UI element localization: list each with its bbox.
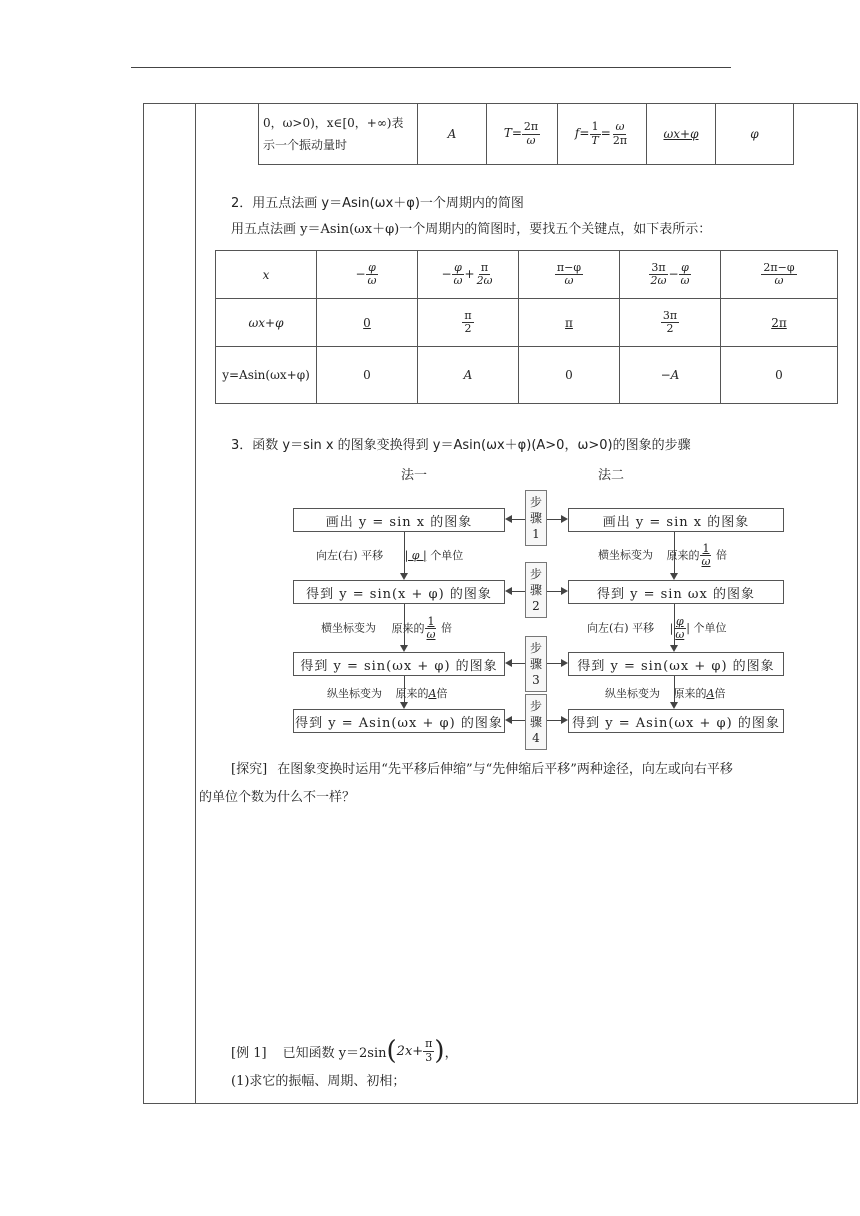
arrow-down-head <box>670 645 678 652</box>
explore-text: 在图象变换时运用“先平移后伸缩”与“先伸缩后平移”两种途径，向左或向右平移 <box>277 762 733 777</box>
x-value-3: $\frac{\pi-\varphi}{\omega}$ <box>519 251 620 299</box>
right-step-1-label: 横坐标变为 原来的 $\frac{1}{\omega}$ 倍 <box>598 542 727 569</box>
arrow-right-head <box>561 716 568 724</box>
step-1: 步 骤 1 <box>525 490 547 546</box>
phase-value-2: $\frac{\pi}{2}$ <box>418 299 519 347</box>
explore-paragraph <box>231 756 851 784</box>
arrow-right-head <box>561 659 568 667</box>
method-2-heading: 法二 <box>598 468 625 483</box>
y-value-1: 0 <box>317 347 418 404</box>
arrow-line <box>512 720 525 721</box>
y-value-5: 0 <box>721 347 838 404</box>
freq-fraction-2: $\frac{\omega}{2\pi}$ <box>612 120 628 147</box>
arrow-line <box>512 519 525 520</box>
cell-amplitude: A <box>418 104 487 165</box>
row-label-y: y=Asin(ωx+φ) <box>216 347 317 404</box>
arrow-left-head <box>505 587 512 595</box>
parameters-table <box>258 103 794 165</box>
arrow-left-head <box>505 659 512 667</box>
arrow-right-head <box>561 515 568 523</box>
left-box-1: 画出 y = sin x 的图象 <box>293 508 505 532</box>
cell-frequency <box>558 104 647 165</box>
arrow-line <box>547 519 561 520</box>
x-value-4: $\frac{3\pi}{2\omega}$ − $\frac{\varphi}{\omega}$ <box>620 251 721 299</box>
example-1: [例 1] 已知函数 y＝2sin ( 2x+ $\frac{\pi}{3}$ ) ， <box>231 1036 458 1066</box>
arrow-left-head <box>505 515 512 523</box>
example-tag: [例 1] <box>231 1045 267 1061</box>
row-label-x: x <box>216 251 317 299</box>
left-box-2: 得到 y = sin(x + φ) 的图象 <box>293 580 505 604</box>
right-box-2: 得到 y = sin ωx 的图象 <box>568 580 784 604</box>
section-2-title: 2．用五点法画 y＝Asin(ωx＋φ)一个周期内的简图 <box>231 196 524 211</box>
row-label-phase: ωx+φ <box>216 299 317 347</box>
arrow-down-head <box>400 645 408 652</box>
header-rule <box>131 67 731 68</box>
frame-column-divider <box>195 103 196 1104</box>
freq-fraction-1: $\frac{1}{T}$ <box>591 120 599 147</box>
right-step-2-label: 向左(右) 平移 | $\frac{\varphi}{\omega}$ | 个单位 <box>587 615 727 642</box>
explore-tag: [探究] <box>231 762 268 777</box>
y-value-3: 0 <box>519 347 620 404</box>
left-box-3: 得到 y = sin(ωx + φ) 的图象 <box>293 652 505 676</box>
cell-initial-phase: φ <box>716 104 794 165</box>
step-3: 步 骤 3 <box>525 636 547 692</box>
phase-value-4: $\frac{3\pi}{2}$ <box>620 299 721 347</box>
step-2: 步 骤 2 <box>525 562 547 618</box>
explore-paragraph-cont: 的单位个数为什么不一样？ <box>199 790 356 805</box>
arrow-line <box>547 591 561 592</box>
right-box-1: 画出 y = sin x 的图象 <box>568 508 784 532</box>
arrow-line <box>547 663 561 664</box>
left-step-1-label: 向左(右) 平移 | φ | 个单位 <box>316 549 464 562</box>
right-box-3: 得到 y = sin(ωx + φ) 的图象 <box>568 652 784 676</box>
y-value-2: A <box>418 347 519 404</box>
period-fraction: $\frac{2\pi}{\omega}$ <box>523 120 539 147</box>
arrow-line <box>512 591 525 592</box>
x-value-1: − $\frac{\varphi}{\omega}$ <box>317 251 418 299</box>
right-box-4: 得到 y = Asin(ωx + φ) 的图象 <box>568 709 784 733</box>
y-value-4: −A <box>620 347 721 404</box>
section-2-intro: 用五点法画 y＝Asin(ωx＋φ)一个周期内的简图时，要找五个关键点，如下表所示： <box>231 222 712 237</box>
cell-description: 0，ω>0)，x∈[0，+∞)表示一个振动量时 <box>259 104 418 165</box>
x-value-2: − $\frac{\varphi}{\omega}$ + $\frac{\pi}{2\omega}$ <box>418 251 519 299</box>
example-text: 已知函数 y＝2sin <box>282 1045 387 1061</box>
left-box-4: 得到 y = Asin(ωx + φ) 的图象 <box>293 709 505 733</box>
arrow-down-head <box>670 702 678 709</box>
method-1-heading: 法一 <box>401 468 428 483</box>
right-step-3-label: 纵坐标变为 原来的A倍 <box>605 687 726 700</box>
period-lhs: T= <box>503 126 522 141</box>
freq-eq: = <box>600 126 611 141</box>
freq-lhs: f= <box>574 126 590 141</box>
arrow-line <box>512 663 525 664</box>
cell-phase: ωx+φ <box>647 104 716 165</box>
arrow-line <box>547 720 561 721</box>
left-step-2-label: 横坐标变为 原来的 $\frac{1}{\omega}$ 倍 <box>321 615 452 642</box>
cell-period <box>487 104 558 165</box>
left-step-3-label: 纵坐标变为 原来的A倍 <box>327 687 448 700</box>
section-3-title: 3．函数 y＝sin x 的图象变换得到 y＝Asin(ωx＋φ)(A>0，ω>0)的图象的步骤 <box>231 438 691 453</box>
phase-value-1: 0 <box>317 299 418 347</box>
phase-value-5: 2π <box>721 299 838 347</box>
arrow-down-head <box>670 573 678 580</box>
x-value-5: $\frac{2\pi-\varphi}{\omega}$ <box>721 251 838 299</box>
arrow-right-head <box>561 587 568 595</box>
example-1-question-1: (1)求它的振幅、周期、初相； <box>231 1074 406 1089</box>
arrow-left-head <box>505 716 512 724</box>
arrow-down-head <box>400 573 408 580</box>
phase-value-3: π <box>519 299 620 347</box>
step-4: 步 骤 4 <box>525 694 547 750</box>
five-point-table <box>215 250 838 404</box>
arrow-down-head <box>400 702 408 709</box>
